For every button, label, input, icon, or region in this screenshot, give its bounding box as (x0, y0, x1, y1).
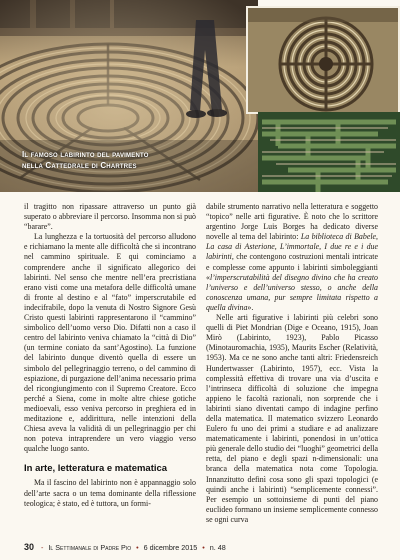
article-column-right (206, 202, 378, 525)
book-title: L’immortale (279, 242, 320, 252)
text-run: , che contengono costruzioni mentali intricate e complesse come appunto i labirinti simboleggianti « (206, 252, 378, 282)
book-title: La casa di Asterione (206, 242, 275, 252)
quotation: l’imperscrutabilità del disegno divino che ha creato l’universo e dell’universo stesso, o anche della conoscenza umana, pur sempre limitata rispetto a quella divina (206, 272, 378, 312)
text-run: , (319, 242, 325, 252)
labyrinth-mosaic-photo (246, 6, 400, 114)
footer-dash: - (41, 543, 44, 552)
section-heading: In arte, letteratura e matematica (24, 463, 168, 475)
footer-bullet: • (202, 543, 205, 552)
page-number: 30 (24, 542, 35, 552)
caption-line-1: Il famoso labirinto del pavimento (22, 150, 149, 159)
paragraph: il tragitto non ripassare attraverso un punto già superato o abbreviare il percorso. Insomma non si può “barare”. (24, 202, 196, 232)
photo-caption (22, 150, 252, 171)
footer-bullet: • (136, 543, 139, 552)
mosaic-labyrinth-illustration (248, 8, 400, 114)
paragraph (206, 202, 378, 313)
article-column-left (24, 202, 196, 509)
paragraph: Nelle arti figurative i labirinti più celebri sono quelli di Piet Mondrian (Dige e Oceano, 1915), Joan Mirò (Labirinto, 1923), Pablo Picasso (Minotauromachia, 1935), Maurits Escher (Relatività, 1953). Ma ce ne sono anche tanti altri: Friedensreich Hundertwasser (Labirinto, 1957), ecc. Vista la complessità effettiva di trovare una via d’uscita e l’intrinseca difficoltà di soluzione che impegna appieno le facoltà razionali, non sorprende che i labirinti siano diventati campo di indagine perfino della matematica. Il matematico svizzero Leonardo Eulero fu uno dei primi a studiare e ad analizzare matematicamente i labirinti, ponendosi in un’ottica più generale dello studio dei “luoghi” geometrici della retta, del piano e degli spazi n-dimensionali: una branca della matematica nota come Topologia. Innanzitutto definì cosa sono gli spazi topologici (e quindi anche i labirinti) “semplicemente connessi”. Per esempio un sottoinsieme di punti del piano euclideo formano un insieme semplicemente connesso se ogni curva (206, 313, 379, 524)
issue-date: 6 dicembre 2015 (143, 543, 198, 552)
page-footer (24, 542, 226, 552)
book-title: I due re e i due labirinti (206, 242, 378, 262)
hedge-maze-photo (258, 112, 400, 192)
text-run: ». (247, 302, 254, 312)
caption-line-2: nella Cattedrale di Chartres (22, 160, 137, 170)
paragraph: Ma il fascino del labirinto non è appannaggio solo dell’arte sacra o un tema dominante della riflessione teologica; è stato, ed è tuttora, un formi- (24, 478, 196, 508)
hedge-maze-illustration (258, 112, 400, 192)
publication-name: Il Settimanale di Padre Pio (48, 543, 132, 552)
paragraph: La lunghezza e la tortuosità del percorso alludono e richiamano la mente alle difficoltà che si incontrano nel cammino spirituale. E qui cominciamo a comprendere anche il significato allegorico dei labirinti. Nel senso che mentre nell’era precristiana erano visti come una metafora delle difficoltà umane di fronte al destino e al “fato” imperscrutabile ed indecifrabile, dopo la venuta di Nostro Signore Gesù Cristo questi labirinti rappresentarono il “cammino” simbolico dell’uomo verso Dio. Difatti non a caso il centro del labirinto veniva chiamato la “città di Dio” (un termine coniato da sant’Agostino). La funzione del labirinto dunque diventò quella di essere un simbolo del pellegrinaggio terreno, o del cammino di espiazione, di purgazione dell’anima necessario prima del ricongiungimento con il Supremo Creatore. Ecco perché a Siena, come in molte altre chiese gotiche medioevali, esso veniva percorso in preghiera ed in meditazione e, addirittura, nelle intenzioni della Chiesa aveva la validità di un pellegrinaggio per chi non poteva intraprendere un vero viaggio verso qualche luogo santo. (24, 232, 196, 454)
issue-number: n. 48 (209, 543, 226, 552)
text-run: , (274, 242, 280, 252)
chartres-labyrinth-photo (0, 0, 258, 192)
photo-band (0, 0, 400, 192)
book-title: La biblioteca di Babele (300, 232, 377, 242)
text-run: dabile strumento narrativo nella letteratura e soggetto “topico” nelle arti figurative. È noto che lo scrittore argentino Jorge Luis Borges ha dedicato diverse novelle al tema del labirinto: (206, 202, 378, 242)
text-run: , (376, 232, 378, 242)
